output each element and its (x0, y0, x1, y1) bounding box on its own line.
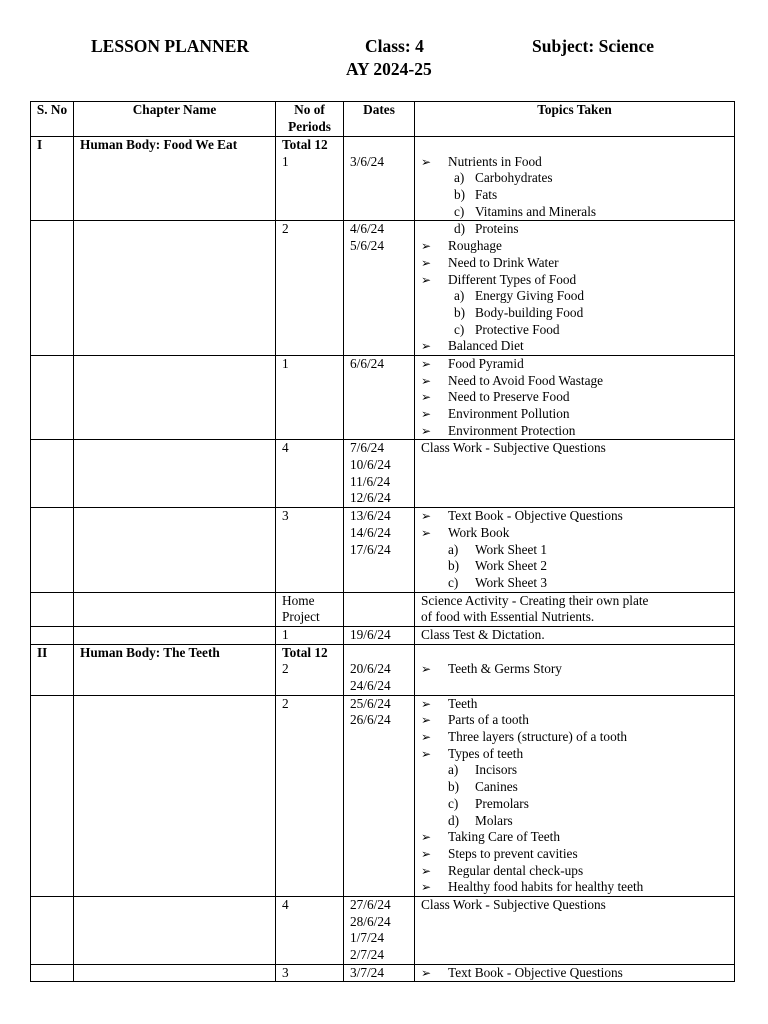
topic-sub-item (421, 796, 734, 813)
topic-text: Incisors (475, 762, 518, 778)
topic-text: Body-building Food (475, 304, 584, 320)
date-value: 27/6/24 (350, 896, 391, 912)
sub-item-marker: c) (448, 795, 459, 811)
arrow-bullet-icon: ➢ (421, 509, 432, 524)
sub-item-marker: c) (454, 203, 465, 219)
table-row (31, 644, 735, 695)
topic-text: Environment Pollution (448, 406, 570, 421)
table-row (31, 355, 735, 439)
periods-cell (276, 440, 344, 508)
topic-plain-text: Science Activity - Creating their own plate (421, 592, 649, 608)
table-row (31, 440, 735, 508)
topic-sub-item (421, 288, 734, 305)
table-row (31, 592, 735, 626)
periods-value: 4 (282, 896, 289, 912)
arrow-bullet-icon: ➢ (421, 154, 432, 169)
topic-bullet-item (421, 406, 734, 423)
date-value: 1/7/24 (350, 930, 384, 946)
topic-text: Work Book (448, 524, 510, 540)
table-row (31, 964, 735, 982)
periods-cell (276, 896, 344, 964)
topic-text: Protective Food (475, 321, 560, 337)
column-header-dates: Dates (344, 102, 415, 137)
topic-sub-item (421, 558, 734, 575)
sub-item-marker: a) (448, 541, 459, 557)
periods-value: 2 (282, 695, 289, 711)
date-value: 26/6/24 (350, 712, 391, 728)
arrow-bullet-icon: ➢ (421, 696, 432, 711)
topic-text: Types of teeth (448, 745, 524, 761)
periods-value: 1 (282, 626, 289, 642)
chapter-name-cell: Human Body: Food We Eat (74, 137, 276, 221)
topic-sub-item (421, 779, 734, 796)
topic-text: Teeth (448, 695, 478, 711)
date-value: 10/6/24 (350, 457, 391, 473)
periods-value: 2 (282, 661, 289, 677)
topic-sub-item (421, 575, 734, 592)
topic-text: Food Pyramid (448, 355, 524, 371)
topic-spacer (421, 137, 734, 154)
sno-cell (31, 592, 74, 626)
periods-cell (276, 695, 344, 896)
dates-cell (344, 137, 415, 221)
topic-bullet-item (421, 525, 734, 542)
sno-cell (31, 440, 74, 508)
topic-bullet-item (421, 965, 734, 982)
table-row (31, 896, 735, 964)
topic-text: Need to Avoid Food Wastage (448, 372, 604, 388)
table-row (31, 508, 735, 592)
topics-cell (415, 508, 735, 592)
topic-text: Need to Drink Water (448, 254, 559, 270)
subject-label: Subject: Science (532, 36, 654, 56)
date-value: 7/6/24 (350, 440, 384, 456)
sub-item-marker: d) (454, 221, 466, 237)
sno-cell (31, 964, 74, 982)
sno-cell: II (31, 644, 74, 695)
topic-plain-text: Class Work - Subjective Questions (421, 440, 606, 456)
table-row (31, 137, 735, 221)
topic-bullet-item (421, 746, 734, 763)
chapter-name-cell (74, 592, 276, 626)
date-value: 28/6/24 (350, 913, 391, 929)
sub-item-marker: d) (448, 812, 460, 828)
chapter-name-cell (74, 440, 276, 508)
topic-bullet-item (421, 829, 734, 846)
date-value: 20/6/24 (350, 661, 391, 677)
column-header-topics: Topics Taken (415, 102, 735, 137)
topics-cell (415, 644, 735, 695)
periods-cell (276, 964, 344, 982)
topics-cell (415, 592, 735, 626)
date-value (350, 137, 414, 154)
sub-item-marker: a) (454, 288, 465, 304)
periods-value: 2 (282, 221, 289, 237)
arrow-bullet-icon: ➢ (421, 846, 432, 861)
dates-cell (344, 626, 415, 644)
periods-cell (276, 137, 344, 221)
periods-value: Total 12 (282, 644, 328, 660)
topic-text: Premolars (475, 795, 529, 811)
topic-text: Canines (475, 779, 518, 795)
dates-cell (344, 355, 415, 439)
date-value: 11/6/24 (350, 473, 391, 489)
sub-item-marker: b) (448, 558, 460, 574)
dates-cell (344, 592, 415, 626)
topic-sub-item (421, 204, 734, 221)
arrow-bullet-icon: ➢ (421, 407, 432, 421)
table-header-row (31, 102, 735, 137)
sub-item-marker: a) (448, 762, 459, 778)
topic-text: Balanced Diet (448, 338, 524, 354)
dates-cell (344, 508, 415, 592)
topics-cell (415, 137, 735, 221)
topic-text: Different Types of Food (448, 271, 577, 287)
periods-value: 3 (282, 964, 289, 980)
planner-title: LESSON PLANNER (91, 36, 250, 56)
periods-cell (276, 355, 344, 439)
date-value: 3/6/24 (350, 153, 384, 169)
date-value (350, 593, 414, 610)
arrow-bullet-icon: ➢ (421, 746, 432, 761)
column-header-chapter: Chapter Name (74, 102, 276, 137)
date-value: 14/6/24 (350, 524, 391, 540)
sub-item-marker: c) (448, 574, 459, 590)
topics-cell (415, 964, 735, 982)
date-value: 19/6/24 (350, 626, 391, 642)
arrow-bullet-icon: ➢ (421, 830, 432, 845)
date-value: 25/6/24 (350, 695, 391, 711)
date-value: 5/6/24 (350, 238, 384, 254)
topic-sub-item (421, 170, 734, 187)
topic-bullet-item (421, 508, 734, 525)
dates-cell (344, 440, 415, 508)
topic-text: Teeth & Germs Story (448, 661, 562, 677)
topics-cell (415, 695, 735, 896)
topic-text: Regular dental check-ups (448, 862, 584, 878)
sub-item-marker: b) (454, 304, 466, 320)
arrow-bullet-icon: ➢ (421, 730, 432, 745)
sno-cell (31, 355, 74, 439)
chapter-name-cell (74, 508, 276, 592)
periods-cell (276, 508, 344, 592)
periods-value: Home (282, 592, 315, 608)
topic-text: Environment Protection (448, 422, 576, 438)
topic-text: Parts of a tooth (448, 712, 529, 728)
topic-bullet-item (421, 729, 734, 746)
date-value: 4/6/24 (350, 221, 384, 237)
sub-item-marker: a) (454, 170, 465, 186)
arrow-bullet-icon: ➢ (421, 713, 432, 728)
sno-cell (31, 508, 74, 592)
topic-text: Nutrients in Food (448, 153, 542, 169)
topic-text: Proteins (475, 221, 519, 237)
date-value: 13/6/24 (350, 508, 391, 524)
table-row (31, 221, 735, 356)
topics-cell (415, 221, 735, 356)
topic-text: Work Sheet 2 (475, 558, 548, 574)
topic-sub-item (421, 187, 734, 204)
topic-text: Carbohydrates (475, 170, 553, 186)
dates-cell (344, 964, 415, 982)
sno-cell (31, 221, 74, 356)
periods-value: 4 (282, 440, 289, 456)
topic-bullet-item (421, 661, 734, 678)
dates-cell (344, 695, 415, 896)
class-label: Class: 4 (365, 36, 424, 56)
arrow-bullet-icon: ➢ (421, 373, 432, 388)
topic-text: Fats (475, 187, 498, 203)
sno-cell (31, 695, 74, 896)
topic-bullet-item (421, 255, 734, 272)
sub-item-marker: b) (454, 187, 466, 203)
topic-text: Work Sheet 3 (475, 574, 548, 590)
topic-bullet-item (421, 846, 734, 863)
sno-cell (31, 896, 74, 964)
column-header-periods: No of Periods (276, 102, 344, 137)
lesson-plan-table (30, 101, 735, 982)
date-value: 24/6/24 (350, 678, 391, 694)
arrow-bullet-icon: ➢ (421, 965, 432, 980)
topic-text: Molars (475, 812, 513, 828)
topic-spacer (421, 645, 734, 662)
arrow-bullet-icon: ➢ (421, 863, 432, 878)
topic-text: Healthy food habits for healthy teeth (448, 879, 644, 895)
topic-bullet-item (421, 879, 734, 896)
sub-item-marker: c) (454, 321, 465, 337)
arrow-bullet-icon: ➢ (421, 390, 432, 405)
topics-cell (415, 440, 735, 508)
topic-bullet-item (421, 338, 734, 355)
topic-plain-text: Class Work - Subjective Questions (421, 896, 606, 912)
topic-text: Text Book - Objective Questions (448, 508, 623, 524)
chapter-name-cell (74, 221, 276, 356)
topic-plain-text: of food with Essential Nutrients. (421, 609, 595, 625)
topic-bullet-item (421, 238, 734, 255)
academic-year: AY 2024-25 (346, 59, 432, 79)
arrow-bullet-icon: ➢ (421, 239, 432, 254)
topic-bullet-item (421, 356, 734, 373)
periods-value: 1 (282, 153, 289, 169)
date-value: 12/6/24 (350, 490, 391, 506)
periods-cell (276, 644, 344, 695)
periods-cell (276, 221, 344, 356)
topic-text: Vitamins and Minerals (475, 203, 597, 219)
topic-text: Steps to prevent cavities (448, 845, 578, 861)
periods-value: 3 (282, 508, 289, 524)
periods-value: Project (282, 609, 320, 625)
topic-bullet-item (421, 696, 734, 713)
topic-sub-item (421, 762, 734, 779)
date-value: 2/7/24 (350, 947, 384, 963)
chapter-name-cell: Human Body: The Teeth (74, 644, 276, 695)
chapter-name-cell (74, 896, 276, 964)
topics-cell (415, 626, 735, 644)
date-value (350, 645, 414, 662)
topic-sub-item (421, 305, 734, 322)
topic-bullet-item (421, 863, 734, 880)
date-value: 6/6/24 (350, 355, 384, 371)
topic-bullet-item (421, 272, 734, 289)
topic-text: Work Sheet 1 (475, 541, 548, 557)
topic-sub-item (421, 813, 734, 830)
arrow-bullet-icon: ➢ (421, 255, 432, 270)
sno-cell (31, 626, 74, 644)
date-value: 3/7/24 (350, 964, 384, 980)
dates-cell (344, 221, 415, 356)
table-row (31, 695, 735, 896)
arrow-bullet-icon: ➢ (421, 525, 432, 540)
topic-text: Text Book - Objective Questions (448, 964, 623, 980)
topic-bullet-item (421, 154, 734, 171)
topics-cell (415, 355, 735, 439)
topic-sub-item (421, 322, 734, 339)
arrow-bullet-icon: ➢ (421, 662, 432, 677)
topics-cell (415, 896, 735, 964)
topic-bullet-item (421, 389, 734, 406)
topic-text: Taking Care of Teeth (448, 829, 560, 845)
table-row (31, 626, 735, 644)
topic-bullet-item (421, 423, 734, 440)
topic-text: Energy Giving Food (475, 288, 585, 304)
topic-sub-item (421, 542, 734, 559)
topic-text: Roughage (448, 238, 502, 254)
topic-text: Three layers (structure) of a tooth (448, 729, 628, 745)
topic-plain-text: Class Test & Dictation. (421, 626, 545, 642)
arrow-bullet-icon: ➢ (421, 356, 432, 371)
arrow-bullet-icon: ➢ (421, 339, 432, 354)
chapter-name-cell (74, 695, 276, 896)
sub-item-marker: b) (448, 779, 460, 795)
arrow-bullet-icon: ➢ (421, 272, 432, 287)
periods-cell (276, 626, 344, 644)
date-value: 17/6/24 (350, 541, 391, 557)
periods-value: 1 (282, 355, 289, 371)
arrow-bullet-icon: ➢ (421, 423, 432, 438)
topic-text: Need to Preserve Food (448, 389, 570, 405)
sno-cell: I (31, 137, 74, 221)
topic-bullet-item (421, 373, 734, 390)
chapter-name-cell (74, 355, 276, 439)
periods-value: Total 12 (282, 137, 328, 152)
periods-cell (276, 592, 344, 626)
column-header-sno: S. No (31, 102, 74, 137)
topic-sub-item (421, 221, 734, 238)
dates-cell (344, 644, 415, 695)
chapter-name-cell (74, 964, 276, 982)
arrow-bullet-icon: ➢ (421, 880, 432, 895)
dates-cell (344, 896, 415, 964)
topic-bullet-item (421, 712, 734, 729)
chapter-name-cell (74, 626, 276, 644)
